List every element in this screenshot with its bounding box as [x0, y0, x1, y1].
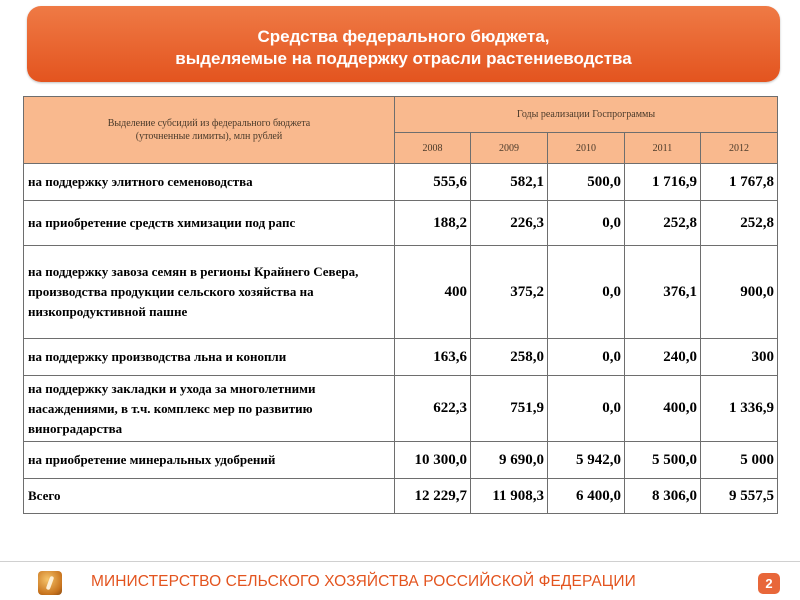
value-cell: 258,0 [471, 339, 548, 376]
row-label: на приобретение средств химизации под рапс [24, 201, 395, 246]
table-row [24, 246, 778, 339]
row-label: на поддержку производства льна и конопли [24, 339, 395, 376]
value-cell: 1 336,9 [701, 376, 778, 442]
value-cell: 5 000 [701, 442, 778, 479]
value-cell: 163,6 [395, 339, 471, 376]
total-value-cell: 8 306,0 [625, 479, 701, 514]
table-row [24, 164, 778, 201]
value-cell: 252,8 [625, 201, 701, 246]
header-year: 2012 [701, 133, 778, 164]
value-cell: 188,2 [395, 201, 471, 246]
value-cell: 1 767,8 [701, 164, 778, 201]
value-cell: 252,8 [701, 201, 778, 246]
row-label: на поддержку завоза семян в регионы Крайнего Севера, производства продукции сельского хозяйства на низкопродуктивной пашне [24, 246, 395, 339]
value-cell: 500,0 [548, 164, 625, 201]
value-cell: 0,0 [548, 339, 625, 376]
header-year: 2008 [395, 133, 471, 164]
value-cell: 5 500,0 [625, 442, 701, 479]
total-value-cell: 9 557,5 [701, 479, 778, 514]
ministry-emblem-icon [38, 571, 62, 595]
value-cell: 300 [701, 339, 778, 376]
total-value-cell: 6 400,0 [548, 479, 625, 514]
value-cell: 0,0 [548, 376, 625, 442]
value-cell: 9 690,0 [471, 442, 548, 479]
value-cell: 240,0 [625, 339, 701, 376]
value-cell: 622,3 [395, 376, 471, 442]
value-cell: 400,0 [625, 376, 701, 442]
value-cell: 5 942,0 [548, 442, 625, 479]
value-cell: 376,1 [625, 246, 701, 339]
table-row [24, 376, 778, 442]
value-cell: 582,1 [471, 164, 548, 201]
value-cell: 1 716,9 [625, 164, 701, 201]
emblem-highlight [46, 576, 55, 591]
value-cell: 0,0 [548, 201, 625, 246]
table-row [24, 339, 778, 376]
row-label: на приобретение минеральных удобрений [24, 442, 395, 479]
table-row [24, 442, 778, 479]
row-label: на поддержку элитного семеноводства [24, 164, 395, 201]
header-year: 2010 [548, 133, 625, 164]
header-years-group: Годы реализации Госпрограммы [395, 97, 778, 133]
value-cell: 751,9 [471, 376, 548, 442]
header-year: 2011 [625, 133, 701, 164]
row-label-total: Всего [24, 479, 395, 514]
value-cell: 555,6 [395, 164, 471, 201]
page-number-badge: 2 [758, 573, 780, 594]
title-line-1: Средства федерального бюджета, [257, 27, 550, 46]
total-value-cell: 11 908,3 [471, 479, 548, 514]
title-line-2: выделяемые на поддержку отрасли растениеводства [175, 49, 632, 68]
table-row [24, 201, 778, 246]
value-cell: 900,0 [701, 246, 778, 339]
header-subsidy-title: Выделение субсидий из федерального бюджета (уточненные лимиты), млн рублей [24, 97, 395, 164]
header-year: 2009 [471, 133, 548, 164]
value-cell: 400 [395, 246, 471, 339]
footer-divider [0, 561, 800, 562]
value-cell: 226,3 [471, 201, 548, 246]
title-banner [27, 6, 780, 82]
value-cell: 375,2 [471, 246, 548, 339]
budget-table [23, 96, 778, 514]
footer-ministry-name: МИНИСТЕРСТВО СЕЛЬСКОГО ХОЗЯЙСТВА РОССИЙСКОЙ ФЕДЕРАЦИИ [91, 573, 636, 590]
value-cell: 10 300,0 [395, 442, 471, 479]
value-cell: 0,0 [548, 246, 625, 339]
table-row-total [24, 479, 778, 514]
row-label: на поддержку закладки и ухода за многолетними насаждениями, в т.ч. комплекс мер по развитию виноградарства [24, 376, 395, 442]
total-value-cell: 12 229,7 [395, 479, 471, 514]
